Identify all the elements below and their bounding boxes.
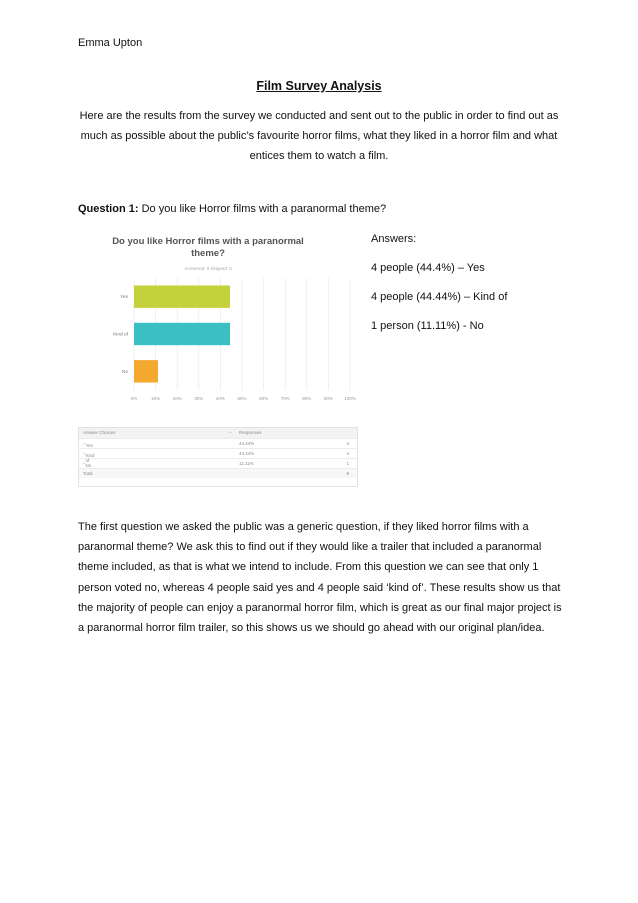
- header-responses: Responses: [239, 430, 262, 435]
- page-title: Film Survey Analysis: [256, 79, 382, 93]
- row-count: 4: [346, 441, 349, 446]
- row-choice: – Kind of: [83, 451, 95, 463]
- answers-list: [371, 230, 507, 346]
- x-tick-label: 20%: [172, 396, 182, 401]
- chart-subtitle: Answered: 9 Skipped: 0: [184, 266, 232, 271]
- table-row: [79, 459, 357, 469]
- x-tick-label: 90%: [323, 396, 333, 401]
- row-choice: – Yes: [83, 441, 93, 448]
- category-label: Yes: [120, 295, 128, 301]
- bar-yes: [134, 285, 230, 307]
- answer-no: 1 person (11.11%) - No: [371, 320, 484, 332]
- chart-x-ticks: [131, 396, 356, 401]
- chart-title-line-2: theme?: [191, 248, 225, 259]
- response-table: [78, 427, 358, 487]
- table-total-row: [79, 469, 357, 478]
- row-percent: 44.44%: [239, 451, 255, 456]
- x-tick-label: 100%: [344, 396, 356, 401]
- question-1: [78, 203, 386, 215]
- table-row: [79, 449, 357, 463]
- x-tick-label: 80%: [302, 396, 312, 401]
- row-percent: 11.11%: [239, 461, 254, 466]
- answer-yes: 4 people (44.4%) – Yes: [371, 262, 485, 274]
- intro-paragraph: Here are the results from the survey we conducted and sent out to the public in order to find out as much as possible about the public’s favourite horror films, what they liked in a horror film and what entices them to watch a film.: [79, 110, 559, 162]
- author-name: Emma Upton: [78, 37, 143, 49]
- x-tick-label: 40%: [215, 396, 225, 401]
- x-tick-label: 30%: [194, 396, 204, 401]
- x-tick-label: 10%: [151, 396, 161, 401]
- table-header-row: [79, 428, 357, 439]
- row-choice: – No: [83, 461, 92, 468]
- analysis-paragraph: The first question we asked the public was a generic question, if they liked horror films with a paranormal theme? We ask this to find out if they would like a trailer that included a paranormal theme included, as that is what we intend to include. From this question we can see that only 1 person voted no, whereas 4 people said yes and 4 people said ‘kind of’. These results show us that the majority of people can enjoy a paranormal horror film, which is great as our final major project is a paranormal horror film trailer, so this shows us we should go ahead with our original plan/idea.: [78, 521, 562, 635]
- question-label: Question 1:: [78, 203, 139, 215]
- chart-bars: [134, 285, 230, 382]
- chart-title-line-1: Do you like Horror films with a paranormal: [112, 236, 304, 247]
- bar-kind-of: [134, 323, 230, 345]
- total-label: Total: [83, 471, 93, 476]
- category-label: No: [121, 369, 128, 375]
- table-row: [79, 439, 357, 449]
- x-tick-label: 70%: [280, 396, 290, 401]
- sort-icon: –: [229, 430, 232, 435]
- answer-kind-of: 4 people (44.44%) – Kind of: [371, 291, 508, 303]
- question-text: Do you like Horror films with a paranormal theme?: [141, 203, 387, 215]
- row-count: 1: [346, 461, 349, 466]
- chart-category-labels: [113, 294, 129, 375]
- x-tick-label: 60%: [259, 396, 269, 401]
- survey-chart: [78, 228, 356, 418]
- total-count: 9: [346, 471, 349, 476]
- header-answer-choices: Answer Choices: [83, 430, 116, 435]
- x-tick-label: 0%: [130, 396, 138, 401]
- row-percent: 44.44%: [239, 441, 255, 446]
- category-label: Kind of: [113, 332, 128, 338]
- row-count: 4: [346, 451, 349, 456]
- x-tick-label: 50%: [237, 396, 247, 401]
- survey-chart-svg: [78, 228, 356, 418]
- answers-heading: Answers:: [371, 233, 417, 245]
- bar-no: [134, 360, 158, 382]
